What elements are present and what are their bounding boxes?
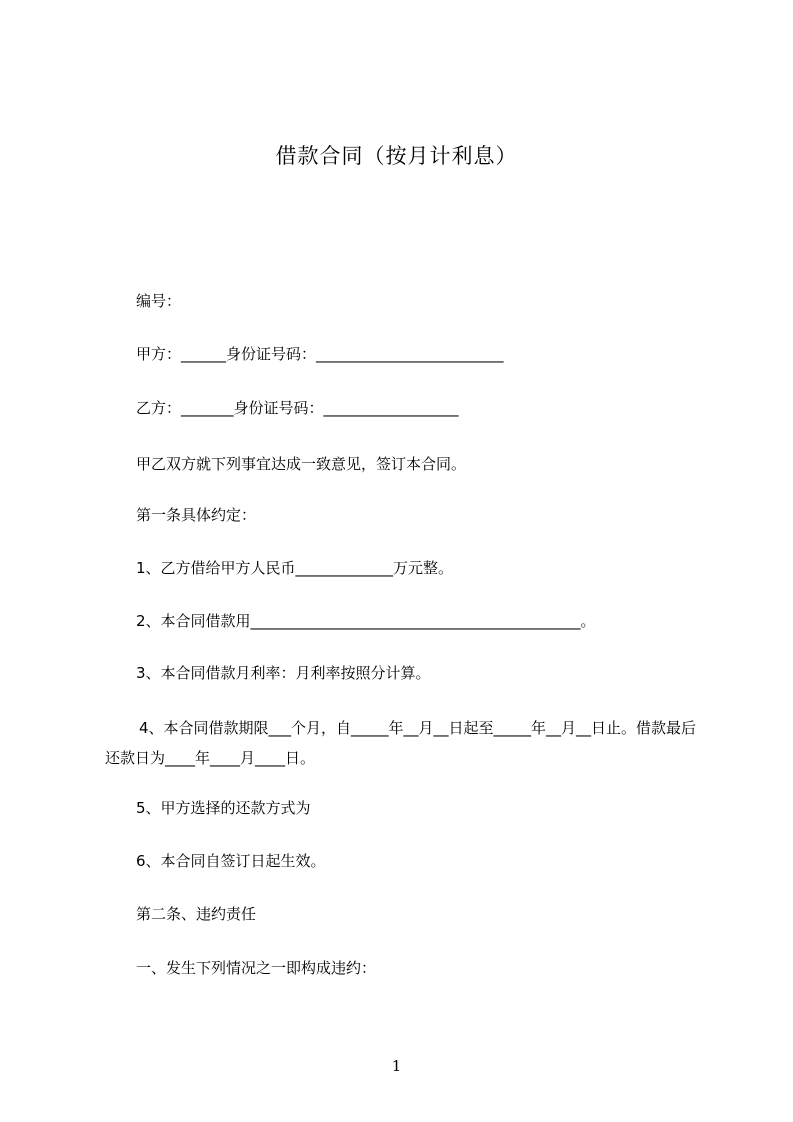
clause-item-6: 6、本合同自签订日起生效。: [136, 852, 326, 870]
clause-item-1: 1、乙方借给甲方人民币_____________万元整。: [136, 559, 454, 577]
party-b-line: 乙方：_______身份证号码：__________________: [136, 399, 459, 417]
article2-heading: 第二条、违约责任: [136, 905, 257, 923]
clause-item-2: 2、本合同借款用____________________________________________。: [136, 612, 596, 630]
clause-item-4: [105, 713, 705, 773]
breach-intro-line: 一、发生下列情况之一即构成违约：: [136, 959, 377, 977]
clause-item-4-text: 4、本合同借款期限___个月，自_____年__月__日起至_____年__月__日止。借款最后还款日为____年____月____日。: [105, 719, 697, 767]
clause-item-3: 3、本合同借款月利率：月利率按照分计算。: [136, 664, 431, 682]
document-title: 借款合同（按月计利息）: [275, 144, 518, 168]
article1-heading: 第一条具体约定：: [136, 506, 257, 524]
contract-number-line: 编号：: [136, 292, 182, 310]
agreement-line: 甲乙双方就下列事宜达成一致意见，签订本合同。: [136, 455, 467, 473]
party-a-line: 甲方：______身份证号码：_________________________: [136, 345, 504, 363]
clause-item-5: 5、甲方选择的还款方式为: [136, 799, 311, 817]
page-number: 1: [391, 1057, 402, 1075]
